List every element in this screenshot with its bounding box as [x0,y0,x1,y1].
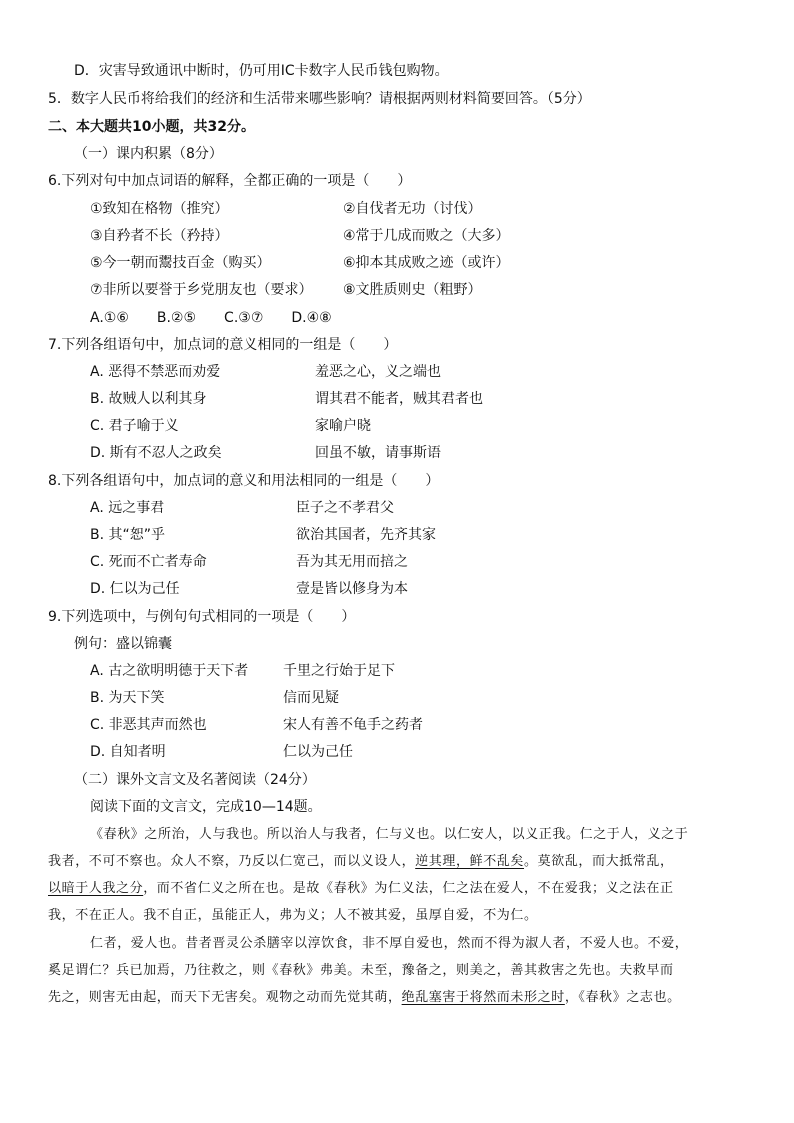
q6-item: ⑤今一朝而鬻技百金（购买） [90,255,271,271]
q9-option-left: D. 自知者明 [90,744,166,760]
q8-option-left: A. 远之事君 [90,500,165,516]
q7-option-right: 回虽不敏，请事斯语 [315,445,441,461]
underlined-sentence: 以暗于人我之分 [48,881,144,896]
q6-item: ②自伐者无功（讨伐） [343,201,482,217]
subsection-1-heading: （一）课内积累（8分） [74,146,223,162]
q9-option-right: 宋人有善不龟手之药者 [283,717,423,733]
q8-option-right: 臣子之不孝君父 [296,500,394,516]
q6-item: ⑦非所以要誉于乡党朋友也（要求） [90,282,313,298]
q8-option-right: 欲治其国者，先齐其家 [296,527,436,543]
q9-example: 例句：盛以锦囊 [74,636,172,652]
passage-line: 仁者，爱人也。昔者晋灵公杀膳宰以淳饮食，非不厚自爱也，然而不得为淑人者，不爱人也。不爱， [90,936,689,951]
q6-options: A.①⑥ B.②⑤ C.③⑦ D.④⑧ [90,310,332,326]
q9-option-right: 仁以为己任 [283,744,353,760]
q7-option-left: A. 恶得不禁恶而劝爱 [90,364,221,380]
section-2-heading: 二、本大题共10小题，共32分。 [48,119,255,135]
q7-option-left: B. 故贼人以利其身 [90,391,207,407]
q5-stem: 5．数字人民币将给我们的经济和生活带来哪些影响？请根据两则材料简要回答。（5分） [48,91,591,107]
q8-option-right: 吾为其无用而掊之 [296,554,408,570]
q9-option-right: 信而见疑 [283,690,339,706]
q6-item: ①致知在格物（推究） [90,201,229,217]
q6-item: ⑥抑本其成败之迹（或许） [343,255,510,271]
q7-option-right: 谓其君不能者，贼其君者也 [315,391,483,407]
q7-option-right: 羞恶之心，义之端也 [315,364,441,380]
q8-stem: 8.下列各组语句中，加点词的意义和用法相同的一组是（ ） [48,473,440,489]
q8-option-left: D. 仁以为己任 [90,581,180,597]
q8-option-right: 壹是皆以修身为本 [296,581,408,597]
passage-line: 奚足谓仁？兵已加焉，乃往救之，则《春秋》弗美。未至，豫备之，则美之，善其救害之先也。夫救早而 [48,963,674,978]
q7-stem: 7.下列各组语句中，加点词的意义相同的一组是（ ） [48,337,398,353]
q9-option-left: B. 为天下笑 [90,690,165,706]
q8-option-left: B. 其“恕”乎 [90,527,166,543]
subsection-2-heading: （二）课外文言文及名著阅读（24分） [74,772,316,788]
underlined-sentence: 绝乱塞害于将然而未形之时 [401,990,565,1005]
q6-item: ③自矜者不长（矜持） [90,228,229,244]
q6-item: ④常于几成而败之（大多） [343,228,510,244]
q4-option-d: D．灾害导致通讯中断时，仍可用IC卡数字人民币钱包购物。 [74,63,449,79]
q6-item: ⑧文胜质则史（粗野） [343,282,482,298]
passage-line: 《春秋》之所治，人与我也。所以治人与我者，仁与义也。以仁安人，以义正我。仁之于人，义之于 [90,827,689,842]
passage-line: 先之，则害无由起，而天下无害矣。观物之动而先觉其萌，绝乱塞害于将然而未形之时，《春秋》之志也。 [48,990,681,1005]
q9-stem: 9.下列选项中，与例句句式相同的一项是（ ） [48,609,356,625]
passage-line: 我，不在正人。我不自正，虽能正人，弗为义；人不被其爱，虽厚自爱，不为仁。 [48,908,538,923]
q6-stem: 6.下列对句中加点词语的解释，全都正确的一项是（ ） [48,173,412,189]
q7-option-left: C. 君子喻于义 [90,418,179,434]
underlined-sentence: 逆其理，鲜不乱矣 [415,854,525,869]
passage-line: 以暗于人我之分，而不省仁义之所在也。是故《春秋》为仁义法，仁之法在爱人，不在爱我；义之法在正 [48,881,674,896]
q9-option-left: A. 古之欲明明德于天下者 [90,663,249,679]
q8-option-left: C. 死而不亡者寿命 [90,554,207,570]
q7-option-right: 家喻户晓 [315,418,371,434]
q9-option-right: 千里之行始于足下 [283,663,395,679]
q9-option-left: C. 非恶其声而然也 [90,717,207,733]
passage-intro: 阅读下面的文言文，完成10—14题。 [90,799,322,815]
passage-line: 我者，不可不察也。众人不察，乃反以仁宽己，而以义设人，逆其理，鲜不乱矣。莫欲乱，而大抵常乱， [48,854,674,869]
q7-option-left: D. 斯有不忍人之政矣 [90,445,222,461]
